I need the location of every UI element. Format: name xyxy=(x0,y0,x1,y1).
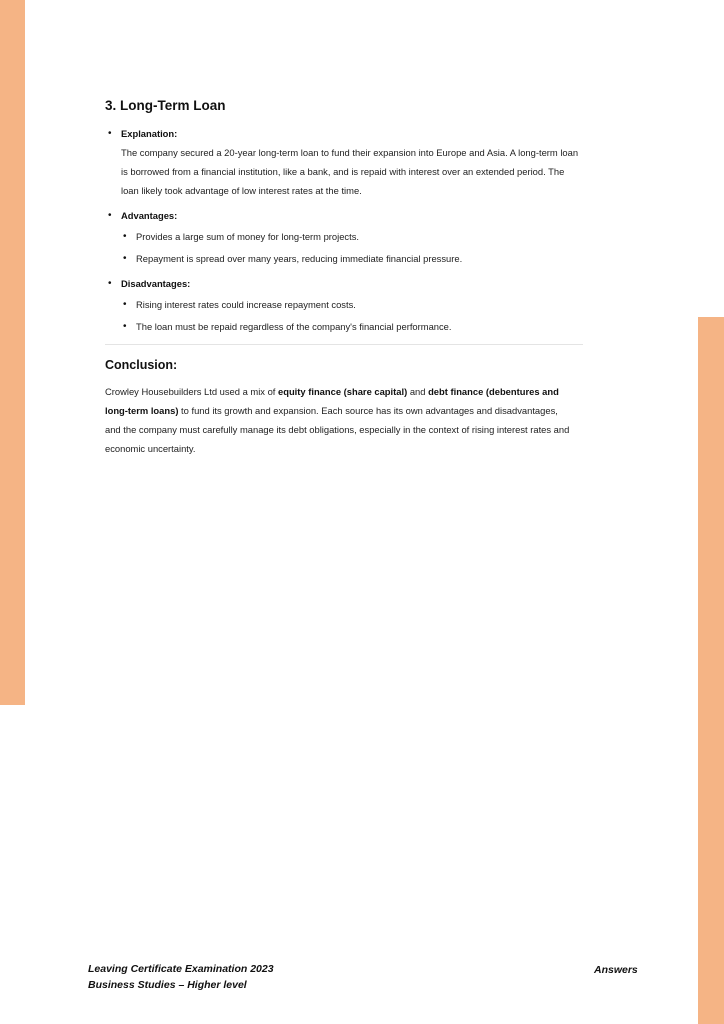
section-number: 3. xyxy=(105,98,117,113)
advantages-item xyxy=(105,206,583,268)
conclusion-text-1: Crowley Housebuilders Ltd used a mix of xyxy=(105,386,278,397)
conclusion-text-2: and xyxy=(407,386,429,397)
disadvantages-list xyxy=(121,295,583,336)
disadvantages-item xyxy=(105,274,583,336)
decorative-bar-right xyxy=(698,317,724,1024)
conclusion-bold-debt: debt finance (debentures and long-term loans) xyxy=(105,386,559,416)
explanation-text: The company secured a 20-year long-term loan to fund their expansion into Europe and Asia. A long-term loan is borrowed from a financial institution, like a bank, and is repaid with interest over an extended period. The loan likely took advantage of low interest rates at the time. xyxy=(121,147,579,196)
conclusion-heading: Conclusion: xyxy=(105,358,178,372)
advantage-item: • Provides a large sum of money for long-term projects. xyxy=(121,227,583,246)
explanation-label: • Explanation: xyxy=(121,128,178,139)
section-title: Long-Term Loan xyxy=(120,98,226,113)
footer-exam-info xyxy=(88,961,274,993)
advantages-list xyxy=(121,227,583,268)
advantage-item: • Repayment is spread over many years, reducing immediate financial pressure. xyxy=(121,249,583,268)
advantages-label: • Advantages: xyxy=(121,210,178,221)
disadvantages-label: • Disadvantages: xyxy=(121,278,191,289)
footer-exam-title: Leaving Certificate Examination 2023 xyxy=(88,963,274,975)
conclusion-bold-equity: equity finance (share capital) xyxy=(278,386,408,397)
section-bullets xyxy=(105,124,583,336)
explanation-item xyxy=(105,124,583,200)
footer-subject: Business Studies – Higher level xyxy=(88,979,247,991)
section-heading xyxy=(105,96,583,116)
page-content xyxy=(105,96,583,458)
decorative-bar-left xyxy=(0,0,25,705)
conclusion-text-3: to fund its growth and expansion. Each source has its own advantages and disadvantages, and the company must carefully manage its debt obligations, especially in the context of rising interest rates and economic uncertainty. xyxy=(105,405,570,454)
disadvantage-item: • Rising interest rates could increase repayment costs. xyxy=(121,295,583,314)
section-divider xyxy=(105,344,583,345)
conclusion-paragraph xyxy=(105,382,570,458)
disadvantage-item: • The loan must be repaid regardless of the company's financial performance. xyxy=(121,317,583,336)
footer-section-label: Answers xyxy=(594,964,638,976)
